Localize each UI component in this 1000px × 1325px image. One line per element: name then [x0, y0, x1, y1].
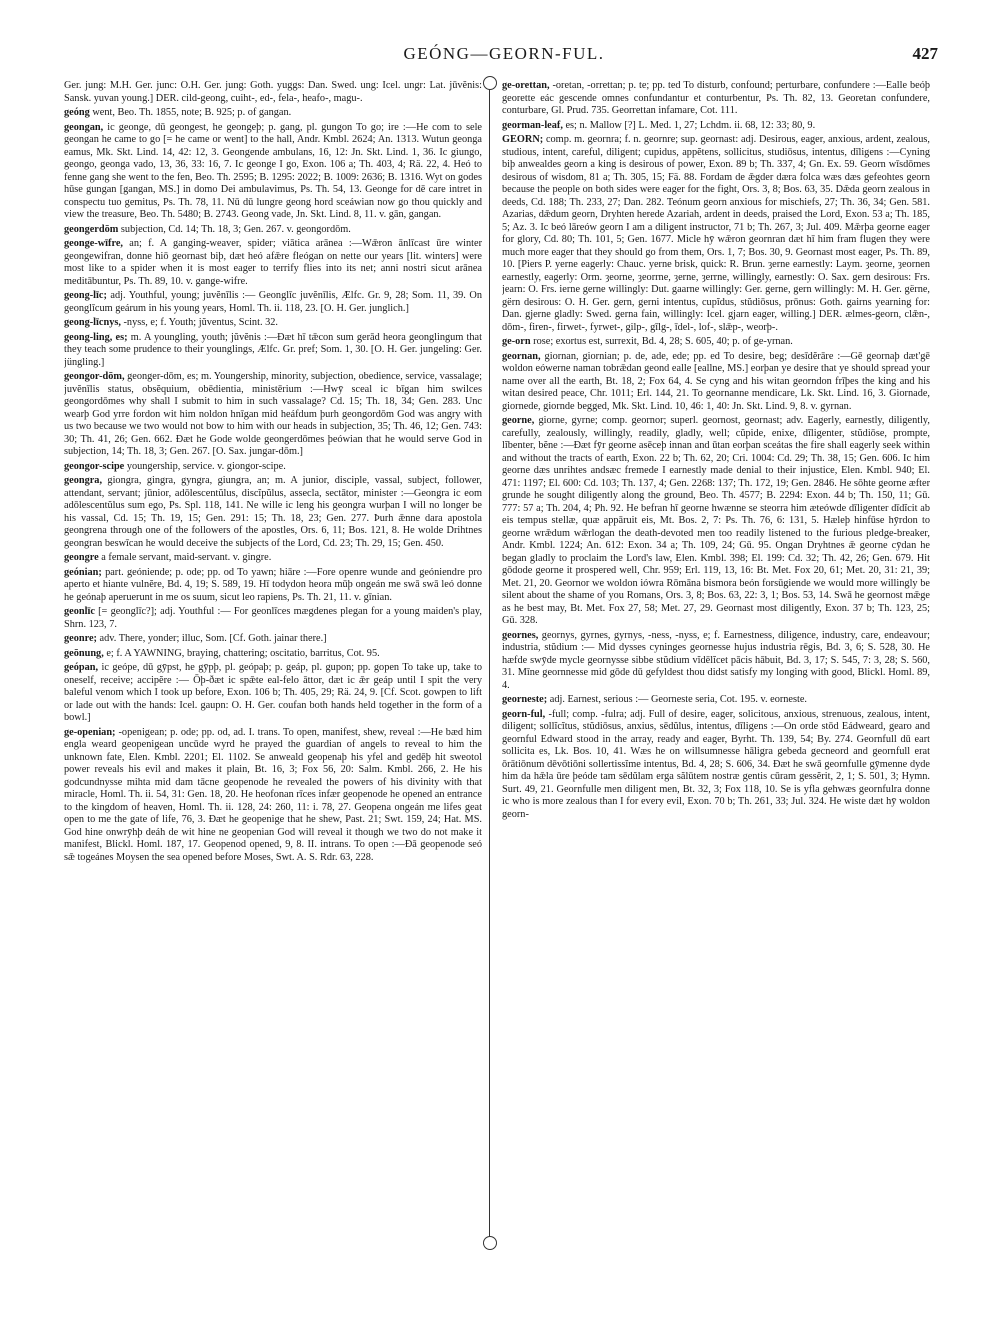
dictionary-entry	[64, 317, 482, 330]
entry-text: adj. Youthful, young; juvĕnīlis :— Geonglīc juvĕnīlis, Ælfc. Gr. 9, 28; Som. 11, 39. On geonglīcum geárum in his young years, Homl. Th. ii. 118, 23. [O. H. Ger. junglich.]	[64, 290, 482, 314]
headword: geongerdōm	[64, 223, 119, 235]
entry-text: -openigean; p. ode; pp. od, ad. I. trans. To open, manifest, shew, reveal :—He bæd him engla weard geopenigean uncūde wyrd he prayed the guardian of angels to reveal to him the unknown fate, Elen. Kmbl. 2201; El. 1102. Se anweald geopenaþ his yfel and gedēþ hit sweotol power reveals his evil and makes it plain, Bt. 16, 3; Fox 56, 20: Salm. Kmbl. 266, 2. He his godcundnysse mihta mid dam tācne geopenode he revealed the powers of his divinity with that miracle, Homl. Th. ii. 54, 31: Gen. 18, 20. He heofonan rīces infær geopenode he opened an entrance to the kingdom of heaven, Homl. Th. ii. 128, 24: 260, 11: i. 78, 27. Geopena ongeán me lifes geat open to me the gate of life, 76, 3. Ðæt he geopenige that he shew, Past. 21; Swt. 159, 24; Hat. MS. God hine onwrȳhþ deáh de wit hine ne geopenian God will reveal it though we two do not make it manifest, Blickl. Homl. 187, 17. Geopenod opened, 9, 8. II. intrans. To open :—Ðā geopenode seó sǣ togeánes Moysen the sea opened before Moses, Swt. A. S. Rdr. 63, 228.	[64, 726, 482, 863]
entry-text: Ger. jung: M.H. Ger. junc: O.H. Ger. jung: Goth. yuggs: Dan. Swed. ung: Icel. ungr: Lat. jūvĕnis: Sansk. yuvan young.] DER. cild-geong, cuiht-, ed-, fela-, heafo-, magu-.	[64, 80, 482, 104]
dictionary-entry	[64, 648, 482, 661]
dictionary-entry	[502, 80, 930, 118]
entry-text: e; f. A YAWNING, braying, chattering; oscitatio, barritus, Cot. 95.	[103, 647, 380, 659]
entry-text: es; n. Mallow [?] L. Med. 1, 27; Lchdm. ii. 68, 12: 33; 80, 9.	[562, 119, 816, 131]
headword: geópan,	[64, 662, 99, 673]
headword: geong-līcnys,	[64, 317, 121, 328]
headword: georne,	[502, 415, 535, 426]
dictionary-entry	[64, 606, 482, 631]
entry-text: -full; comp. -fulra; adj. Full of desire, eager, solicitous, anxious, strenuous, zealous, intent, diligent; sollĭcĭtus, stŭdiōsus, anxius, sēdŭlus, intentus, dīligens :—On orde stōd Eádweard, gearo and geornful Edward stood in the array, ready and eager, Byrht. Th. 139, 54; By. 274. Geornfull dū eart sollicita es, Lk. Bos. 10, 41. Wæs he on willsumnesse hāligra gebeda gecneord and geornfull erat ōrātiōnum dēvōtiōni sollertissĭme intentus, Bd. 4, 28; S. 606, 34. Ðæt he swā geornfulle gȳmenne dyde him da hǣla ūre þeóde tam sēdŭlam erga sălūtem nostræ gentis cūram gessĕrit, 2, 1; S. 501, 3; Hymn. Surt. 49, 21. Geornfulle men diligent men, Bt. 32, 3; Fox 118, 10. Se is yfla gehwæs geornfulra donne ic who is more zealous than I for every evil, Exon. 70 b; Th. 261, 33; Jul. 324. He wiste dæt hȳ woldon georn-	[502, 708, 930, 820]
dictionary-entry	[64, 107, 482, 120]
entry-text: subjection, Cd. 14; Th. 18, 3; Gen. 267. v. geongordōm.	[118, 223, 351, 235]
headword: geonre;	[64, 633, 97, 644]
headword: geornes,	[502, 629, 539, 641]
headword: geongra,	[64, 475, 103, 486]
entry-text: giorne, gyrne; comp. geornor; superl. geornost, geornast; adv. Eagerly, earnestly, diligently, carefully, zealously, willingly, readily, gladly, well; cŭpide, enixe, dīligenter, stŭdiōse, prompte, lĭbenter, bĕne :—Ðæt fȳr georne asēceþ innan and ūtan eorþan sceátas the fire shall eagerly seek within and without the tracts of earth, Exon. 22 b; Th. 62, 20; Cri. 1004: Cd. 29; Th. 38, 15; Gen. 606. Ic him georne dæs unrihtes andsæc fremede I earnestly made denial to their injustice, Elen. Kmbl. 940; El. 471: 1197; El. 600: Cd. 103; Th. 137, 4; Gen. 2268: 137; Th. 172, 19; Gen. 2846. He sōhte georne æfter grunde he sought diligently along the ground, Beo. Th. 4577; B. 2294: Exon. 44 b; Th. 150, 11; Gū. 777: 57 a; Th. 204, 4; Ph. 92. He befran hī georne hwænne se steorra him ætеówde dīligenter dīdĭcit ab eis tempus stellæ, quæ appāruit eis, Mt. Bos. 2, 7: Ps. Th. 76, 6: 131, 5. Hæleþ hinfūse hȳrdon to georne wrǣdum wǣrlogan the death-devoted men too readily listened to the furious pledge-breaker, Andr. Kmbl. 1224; An. 612: Exon. 34 a; Th. 109, 24; Gū. 95. Ongan Dryhtnes ǣ georne cȳdan he began gladly to proclaim the Lord's law, Elen. Kmbl. 398; El. 199: Cd. 32; Th. 42, 26; Gen. 679. Hit gōdode georne it prospered well, Chr. 959; Erl. 119, 13, 16: Bt. Met. Fox 20, 61; Met. 20, 31: 21, 39; Met. 21, 20. Geornor we woldon iówra Rōmāna bismora beón forsūgiende we would more willingly be silent about the shame of you Romans, Ors. 3, 8; Bos. 63, 22: 3, 1; Bos. 53, 14. Swā he geornost mǣge as he best may, Bt. Met. Fox 27, 58; Met. 27, 29. Geornast most diligently, Exon. 37 b; Th. 123, 25; Gū. 328.	[502, 415, 930, 626]
entry-text: geornys, gyrnes, gyrnys, -ness, -nyss, e; f. Earnestness, diligence, industry, care, endeavour; industria, stŭdium :— Mid dysses cyninges geornesse hujus industria rēgis, Bd. 3, 6; S. 528, 30. He hæfde swȳde mycle geornysse sibbe stŭdium vĭdēlĭcet pācis hābuit, Bd. 3, 17; S. 545, 7: 3, 28; S. 560, 31. Mīne geornnesse mid gōde dū gefyldest thou didst satisfy my longing with good, Blickl. Homl. 89, 4.	[502, 629, 930, 691]
dictionary-entry	[64, 727, 482, 865]
headword: geonlīc	[64, 606, 95, 617]
entry-text: rose; exortus est, surrexit, Bd. 4, 28; S. 605, 40; p. of ge-yrnan.	[530, 336, 793, 347]
dictionary-entry	[64, 475, 482, 550]
entry-text: a female servant, maid-servant. v. gingre.	[98, 552, 272, 563]
dictionary-entry	[64, 662, 482, 725]
dictionary-entry	[502, 415, 930, 628]
entry-text: went, Beo. Th. 1855, note; B. 925; p. of gangan.	[89, 107, 292, 118]
headword: geóng	[64, 107, 90, 118]
entry-text: adj. Earnest, serious :— Georneste seria, Cot. 195. v. eorneste.	[547, 694, 808, 705]
headword: geongor-dōm,	[64, 371, 125, 382]
dictionary-entry	[64, 290, 482, 315]
dictionary-entry	[64, 461, 482, 474]
entry-text: geonger-dōm, es; m. Youngership, minority, subjection, obedience, service, vassalage; juvĕnīlis status, obsĕquium, obēdientia, ministērium :—Hwȳ sceal ic bīgan him swilces geongordōmes why shall I submit to him in such vassalage? Cd. 15; Th. 18, 34; Gen. 283. Unc wearþ God yrre fordon wit him noldon hnīgan mid heáfdum þurh geongordōm God was angry with us two because we two would not bow to him with our heads in subjection, 35; Th. 46, 12; Gen. 743: 30; Th. 41, 26; Gen. 662. Ðæt he Gode wolde geongerdōmes þeówian that he would serve God in subjection, 14; Th. 18, 3; Gen. 267. [O. Sax. jungar-dōm.]	[64, 371, 482, 457]
left-column	[64, 80, 482, 1265]
entry-text: ic geópe, dū gȳpst, he gȳpþ, pl. geópaþ; p. geáp, pl. gupon; pp. gopen To take up, take to oneself, receive; accipĕre :— Ōþ-ðæt ic spǣte eal-felo āttor, dæt ic ǣr geáp until I spit the very baleful venom which I took up before, Exon. 106 b; Th. 405, 29; Rä. 24, 9. [Cf. Scot. gowpen to lift or lade out with the hands: Icel. gaupn: O. H. Ger. coufan both hands held together in the form of a bowl.]	[64, 662, 482, 723]
headword: ge-openian;	[64, 726, 116, 738]
headword: geornan,	[502, 350, 541, 362]
headword: geong-līc;	[64, 290, 107, 301]
entry-text: an; f. A ganging-weaver, spider; viātica arānea :—Wǣron ānlīcast ūre winter geongewifran, donne hiō geornast biþ, dæt heó afǣre fleógan on nette our years [lit. winters] were most like to a spider when it is most eager to terrify flies into its net; anni nostri sicut arānea meditābuntur, Ps. Th. 89, 10. v. gange-wifre.	[64, 238, 482, 287]
headword: ge-orettan,	[502, 80, 550, 91]
dictionary-entry	[502, 120, 930, 133]
entry-text: giornan, giornian; p. de, ade, ede; pp. ed To desire, beg; desīdĕrāre :—Gē geornaþ dæt'gē woldon eówerne naman tobrǣdan geond ealle [eallne, MS.] eorþan ye desire that ye should spread your name over all the earth, Bt. 18, 2; Fox 64, 4. Se cyng and his witan georndon frīþes the king and his witan desired peace, Chr. 1011; Erl. 144, 21. To geornanne mendicare, Lk. Skt. Lind. 16, 3. Giornade, giornede, giornde begged, Mk. Skt. Lind. 10, 46: 1, 40: Jn. Skt. Lind. 9, 8. v. gyrnan.	[502, 350, 930, 412]
dictionary-entry	[64, 80, 482, 105]
entry-text: adv. There, yonder; illuc, Som. [Cf. Goth. jainar there.]	[96, 633, 327, 644]
dictionary-entry	[64, 633, 482, 646]
dictionary-entry	[502, 336, 930, 349]
entry-text: part. geóniende; p. ode; pp. od To yawn; hiāre :—Fore openre wunde and geóniendre pro aperto et hiante vulnĕre, Bd. 4, 19; S. 589, 19. Hī todydon heora mūþ ongeán me swā swā leó donne he geónaþ aperuerunt in me os suum, sicut leo rapiens, Ps. Th. 21, 11. v. gīnian.	[64, 566, 482, 603]
headword: geōnung,	[64, 647, 104, 659]
dictionary-entry	[64, 224, 482, 237]
page-header	[70, 44, 938, 68]
dictionary-entry	[64, 371, 482, 459]
headword: geongor-scipe	[64, 460, 125, 472]
entry-text: -oretan, -orrettan; p. te; pp. ted To disturb, confound; perturbare, confundere :—Ealle beóþ georette eác gescende omnes confundantur et conturbentur, Ps. Th. 82, 13. Georetan confundere, conturbare, Gl. Prud. 735. Georrettan infamare, Cot. 111.	[502, 80, 930, 116]
headword: georman-leaf,	[502, 119, 563, 131]
entry-text: m. A youngling, youth; jŭvĕnis :—Ðæt hī tǣcon sum gerād heora geonglingum that they teach some prudence to their younglings, Ælfc. Gr. pref; Som. 1, 30. [O. H. Ger. jungeling: Ger. jüngling.]	[64, 331, 482, 368]
entry-text: -nyss, e; f. Youth; jŭventus, Scint. 32.	[120, 317, 278, 328]
headword: geónian;	[64, 566, 102, 578]
headword: geongan,	[64, 121, 104, 133]
headword: GEORN;	[502, 134, 544, 145]
entry-text: ic geonge, dū geongest, he geongeþ; p. gang, pl. gungon To go; ire :—He com to sele geongan he came to go [= he came or went] to the hall, Andr. Kmbl. 2624; An. 1313. Wutun geonga eamus, Mk. Skt. Lind. 14, 42: 12, 3. Geongende ambulans, 16, 12: Jn. Skt. Lind. 1, 36. Ic giungo, geongo, geonga vado, 13, 36, 33: 16, 7. Ic geonge I go, Exon. 106 a; Th. 403, 4; Rä. 22, 4. Heó to fenne gang she went to the fen, Beo. Th. 2595; B. 1295: 2022; B. 1009: 2636; B. 1316. Wyt on godes hūse gungan [gangan, MS.] in domo Dei ambulavimus, Ps. Th. 54, 13. Geonge for dē care intret in conspectu tuo gemitus, Ps. Th. 78, 11. Nū dū lungre geong hord sceáwian now go thou quickly and view the treasure, Beo. Th. 5480; B. 2743. Geong vade, Jn. Skt. Lind. 8, 11. v. gān, gangan.	[64, 121, 482, 220]
entry-text: giongra, gingra, gyngra, giungra, an; m. A junior, disciple, vassal, subject, follower, attendant, servant; jūnior, adōlescentŭlus, discĭpŭlus, assecla, sectātor, minister :—Geongra ic eom adōlescentŭlus sum ego, Ps. Spl. 118, 141. Ne wille ic leng his geongra wurþan I will no longer be his vassal, Cd. 15; Th. 19, 15; Gen. 291: 15; Th. 18, 23; Gen. 277. Þurh ǣnne dara apostola geongrena through one of the followers of the apostles, Ors. 6, 11; Bos. 121, 8. He wolde Drihtnes geongran beswīcan he would deceive the subjects of the Lord, Cd. 23; Th. 29, 15; Gen. 450.	[64, 475, 482, 549]
entry-text: comp. m. geornra; f. n. geornre; sup. geornast: adj. Desirous, eager, anxious, ardent, zealous, studious, intent, careful, diligent; cupidus, appĕtens, sollicitus, studiōsus, intentus, dīligens :—Cyning biþ anwealdes georn a king is desirous of power, Exon. 89 b; Th. 337, 4; Gn. Ex. 59. Georn wīsdōmes desirous of wisdom, 81 a; Th. 305, 15; Fä. 88. Fordam de ǣgder dæra folca wæs dæs gefeohtes georn because the people on both sides were eager for the fight, Ors. 3, 8; Bos. 63, 35. Dǣda georn zealous in deeds, Cd. 188; Th. 233, 27; Dan. 282. Teónum georn anxious for mischiefs, 27; Th. 36, 34; Gen. 581. Azarias, dǣdum georn, Dryhten herede Azariah, ardent in deeds, praised the Lord, Exon. 53 a; Th. 185, 5; Az. 3. Ic beó lāreów georn I am a diligent instructor, 71 b; Th. 267, 3; Jul. 409. Mǣrþa georne eager for glory, Cd. 80; Th. 101, 5; Gen. 1677. Micle hȳ wǣron geornran dæt hī him fram flugen they were much more eager that they should go from them, Ors. 1, 7; Bos. 30, 9. Geornast most eager, Ps. Th. 89, 10. [Piers P. yerne eagerly: Chauc. yerne brisk, quick: R. Brun. ȝerne earnestly: Laym. ȝeorne, ȝeornen earnestly, eagerly: Orm. ȝeorne, ȝeorrne, ȝerne, ȝerrne, willingly, earnestly: O. Sax. gern desirous: Frs. jearn: O. Frs. ierne gerne willingly: Dut. gaarne willingly: Ger. gerne, gern willingly: M. H. Ger. gërne, gërn desirous: O. H. Ger. gern, gerni intentus, cupĭdus, stŭdiōsus, prōnus: Goth. gairns yearning for: Dan. gjerne gladly: Swed. gerna fain, willingly: Icel. gjarn eager, willing.] DER. ælmes-georn, clǣn-, dōm-, firen-, firwet-, fyrwet-, gilp-, gīlg-, īdel-, lof-, slǣp-, weorþ-.	[502, 134, 930, 333]
headword: geongre	[64, 552, 99, 563]
headword: ge-orn	[502, 336, 531, 347]
divider-ornament-bottom	[483, 1236, 497, 1250]
dictionary-entry	[502, 694, 930, 707]
dictionary-entry	[502, 630, 930, 693]
headword: georneste;	[502, 694, 548, 705]
right-column	[502, 80, 930, 1265]
dictionary-entry	[502, 709, 930, 822]
dictionary-entry	[64, 567, 482, 605]
entry-text: youngership, service. v. giongor-scipe.	[124, 460, 286, 472]
page-number: 427	[912, 44, 938, 63]
dictionary-entry	[502, 134, 930, 334]
column-divider	[489, 82, 490, 1242]
dictionary-entry	[64, 238, 482, 288]
divider-ornament-top	[483, 76, 497, 90]
dictionary-entry	[64, 122, 482, 222]
headword: geong-ling, es;	[64, 331, 128, 343]
running-title: GEÓNG—GEORN-FUL.	[403, 44, 605, 63]
dictionary-entry	[502, 351, 930, 414]
entry-text: [= geonglīc?]; adj. Youthful :— For geonlīces mægdenes plegan for a young maiden's play, Shrn. 123, 7.	[64, 606, 482, 630]
headword: geonge-wīfre,	[64, 238, 123, 249]
headword: georn-ful,	[502, 708, 546, 720]
dictionary-entry	[64, 332, 482, 370]
dictionary-entry	[64, 552, 482, 565]
